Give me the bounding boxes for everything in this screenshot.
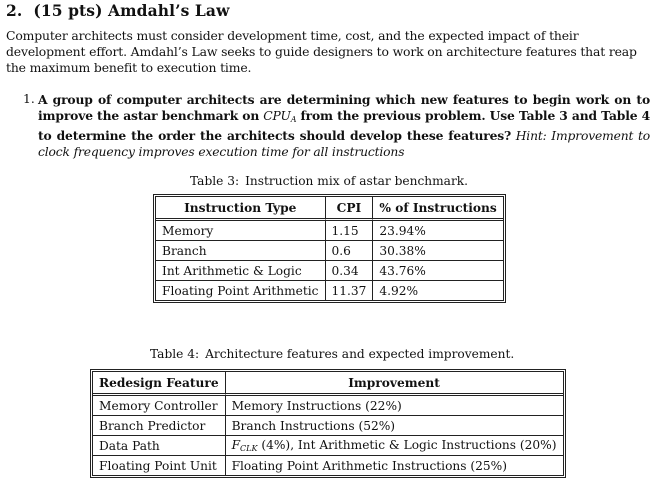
table4-caption-text: Architecture features and expected improvement.: [205, 347, 515, 361]
table4-label: Table 4:: [150, 347, 200, 361]
table3-cell: Memory: [162, 223, 214, 238]
table3-cell: Int Arithmetic & Logic: [156, 260, 325, 280]
table3-cell: 43.76%: [372, 260, 502, 280]
table4-cell: Branch Instructions (52%): [225, 415, 563, 435]
table3-cell: 23.94%: [372, 221, 502, 240]
table-row: [93, 396, 563, 415]
table3-cell: Floating Point Arithmetic: [156, 280, 325, 300]
f-clk-symbol: [232, 438, 258, 452]
question-number: 1.: [23, 92, 35, 106]
table4-cell: Floating Point Arithmetic Instructions (25%): [225, 455, 563, 475]
table3-cell: 30.38%: [372, 240, 502, 260]
table-row: [93, 415, 563, 435]
section-title: (15 pts) Amdahl’s Law: [33, 1, 230, 20]
table4-header-row: [93, 372, 563, 396]
table4-cell: Memory Controller: [99, 398, 218, 413]
table4-cell-data-path: [225, 435, 563, 455]
table3-cell: 0.34: [325, 260, 373, 280]
architecture-features-table: [90, 369, 566, 478]
question-bold-part-1: A group of computer architects are determining which new features to begin work on to improve the astar benchmark on: [38, 92, 650, 123]
table-row: [156, 280, 503, 300]
table4-header-improvement: Improvement: [225, 372, 563, 396]
table3-cell: Branch: [156, 240, 325, 260]
table3-header-row: [156, 197, 503, 221]
table3-cell: 11.37: [325, 280, 373, 300]
cpu-a-base: CPU: [263, 109, 291, 123]
section-intro: Computer architects must consider development time, cost, and the expected impact of their development effort. Amdahl’s Law seeks to guide designers to work on architecture features that reap the maximum benefit to execution time.: [6, 28, 637, 75]
table3-caption-text: Instruction mix of astar benchmark.: [245, 174, 469, 188]
f-clk-base: F: [231, 438, 241, 452]
table3-cell: 1.15: [325, 221, 373, 240]
cpu-a-subscript: A: [290, 115, 297, 124]
table4-cell: Floating Point Unit: [93, 455, 225, 475]
table4-cell: Branch Predictor: [93, 415, 225, 435]
table3-header-percent: % of Instructions: [372, 197, 502, 221]
table4-cell: Data Path: [93, 435, 225, 455]
table-row: [93, 455, 563, 475]
section-heading: [6, 1, 230, 20]
data-path-improvement-text: (4%), Int Arithmetic & Logic Instructions (20%): [261, 438, 557, 452]
table-row: [93, 435, 563, 455]
table3-label: Table 3:: [190, 174, 240, 188]
cpu-a-symbol: [263, 109, 296, 123]
section-number: 2.: [6, 1, 23, 20]
table3-header-instruction-type: Instruction Type: [156, 197, 325, 221]
table4-header-feature: Redesign Feature: [93, 372, 225, 396]
table3-header-cpi: CPI: [325, 197, 373, 221]
table-row: [156, 221, 503, 240]
table3-cell: 4.92%: [372, 280, 502, 300]
question-text: [38, 92, 650, 160]
table3-caption: [190, 174, 468, 188]
question-hint: Hint: Improvement to clock frequency improves execution time for all instructions: [38, 129, 650, 159]
table-row: [156, 260, 503, 280]
table4-caption: [150, 347, 514, 361]
table-row: [156, 240, 503, 260]
table3-cell: 0.6: [325, 240, 373, 260]
table4-cell: Memory Instructions (22%): [225, 396, 563, 415]
instruction-mix-table: [153, 194, 506, 303]
question-bold-part-2: from the previous problem. Use Table 3 and Table 4 to determine the order the architects should develop these features?: [38, 108, 650, 143]
f-clk-subscript: CLK: [240, 444, 258, 453]
